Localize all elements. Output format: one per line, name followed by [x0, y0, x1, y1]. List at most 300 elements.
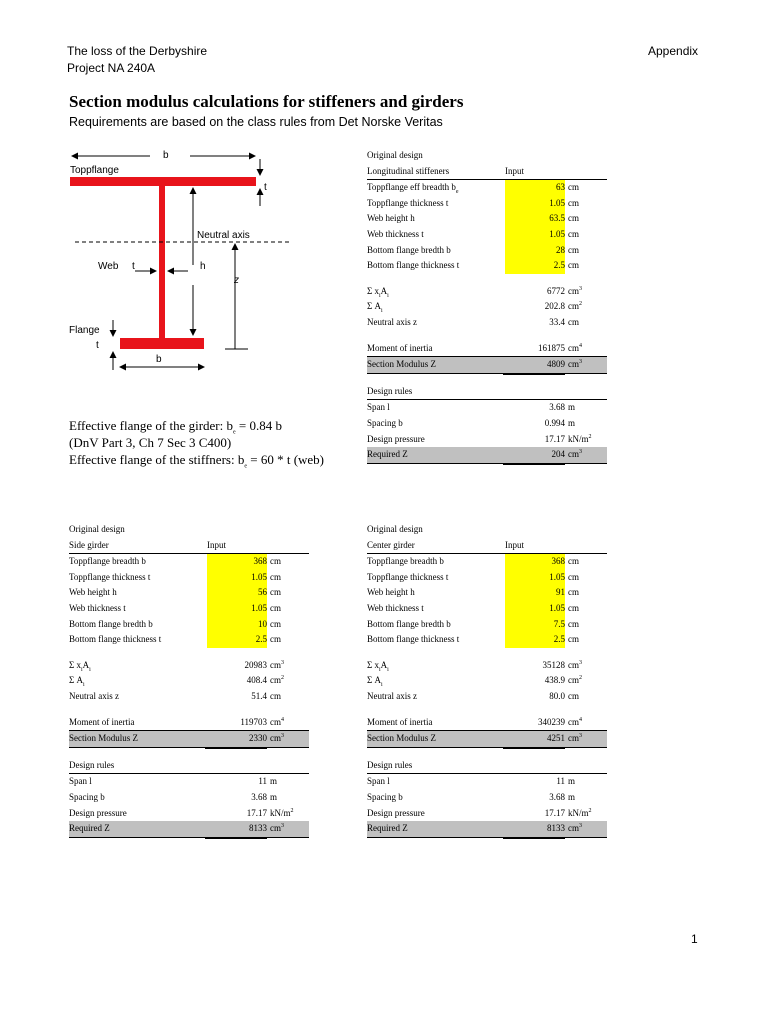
heading-original-design — [367, 522, 607, 538]
input-label-text: Bottom flange thickness t — [69, 634, 162, 645]
unit-sup: 2 — [281, 675, 284, 682]
unit-sup: 3 — [579, 733, 582, 740]
input-unit: cm — [568, 556, 579, 567]
doc-title: The loss of the Derbyshire — [67, 44, 208, 58]
page-subtitle: Requirements are based on the class rules from Det Norske Veritas — [69, 115, 443, 129]
unit-text: cm — [568, 285, 579, 296]
spacer — [69, 705, 309, 715]
spacing-label: Spacing b — [367, 417, 403, 428]
sum-a-label — [367, 673, 383, 689]
a-sub: i — [83, 682, 85, 689]
unit-sup: 4 — [579, 716, 582, 723]
unit-sup: 2 — [579, 675, 582, 682]
stiffeners-table — [367, 148, 607, 464]
section-modulus-row — [367, 357, 607, 374]
sum-a-row — [367, 299, 607, 315]
spacer — [69, 648, 309, 658]
design-pressure-unit — [568, 432, 592, 448]
input-row — [69, 585, 309, 601]
input-unit: cm — [568, 260, 579, 271]
spacing-row — [367, 416, 607, 432]
sigma: Σ — [367, 285, 373, 296]
unit-text: kN/m — [270, 807, 291, 818]
sum-xa-label — [367, 658, 389, 674]
design-pressure-label: Design pressure — [367, 433, 425, 444]
unit-text: cm — [568, 823, 579, 834]
input-value: 10 — [207, 617, 267, 633]
required-z-value: 8133 — [205, 821, 267, 839]
input-label — [367, 243, 451, 259]
unit-text: cm — [568, 301, 579, 312]
input-label-text: Web height h — [69, 587, 117, 598]
center-girder-table — [367, 522, 607, 838]
spacing-unit: m — [568, 791, 576, 802]
x-symbol: x — [76, 659, 81, 670]
span-value: 3.68 — [549, 402, 565, 413]
moment-label: Moment of inertia — [69, 716, 135, 727]
label-neutral-axis: Neutral axis — [197, 230, 250, 241]
input-row — [69, 617, 309, 633]
unit-text: cm — [270, 675, 281, 686]
spacer — [367, 648, 607, 658]
required-z-unit — [568, 447, 582, 463]
span-unit: m — [568, 776, 576, 787]
spacing-value: 0.994 — [544, 417, 565, 428]
spacing-value: 3.68 — [251, 791, 267, 802]
input-value: 91 — [505, 585, 565, 601]
neutral-axis-row — [367, 315, 607, 331]
design-pressure-label: Design pressure — [367, 807, 425, 818]
neutral-axis-value: 33.4 — [549, 316, 565, 327]
input-row — [367, 227, 607, 243]
input-unit: cm — [568, 587, 579, 598]
moment-row — [367, 715, 607, 732]
span-value: 11 — [556, 776, 565, 787]
input-label-text: Web height h — [367, 587, 415, 598]
required-z-value: 204 — [503, 447, 565, 465]
a-symbol: A — [380, 285, 388, 296]
a-symbol: A — [76, 675, 83, 686]
sum-a-unit — [568, 299, 582, 315]
label-b-bottom: b — [156, 354, 162, 365]
sum-xa-row — [367, 284, 607, 300]
input-unit: cm — [270, 618, 281, 629]
input-column-header: Input — [505, 539, 524, 550]
input-row — [367, 243, 607, 259]
spacer — [367, 705, 607, 715]
span-label: Span l — [367, 776, 390, 787]
input-label-text: Toppflange thickness t — [367, 197, 449, 208]
table-heading: Side girder — [69, 539, 109, 550]
input-label-text: Web thickness t — [367, 228, 424, 239]
required-z-label: Required Z — [367, 823, 408, 834]
input-value: 7.5 — [505, 617, 565, 633]
span-value: 11 — [258, 776, 267, 787]
unit-text: cm — [568, 675, 579, 686]
input-label — [69, 617, 153, 633]
input-label — [367, 180, 459, 196]
bottom-flange-shape — [120, 338, 204, 349]
input-label — [69, 585, 117, 601]
sum-xa-value: 20983 — [244, 659, 267, 670]
span-row — [367, 400, 607, 416]
unit-sup: 3 — [579, 359, 582, 366]
a-sub: i — [381, 682, 383, 689]
a-symbol: A — [374, 675, 381, 686]
unit-sup: 2 — [588, 807, 592, 814]
input-row — [69, 601, 309, 617]
unit-text: cm — [270, 823, 281, 834]
sum-xa-row — [69, 658, 309, 674]
input-value: 368 — [505, 554, 565, 570]
label-t-bottom: t — [96, 340, 99, 351]
x-sub: i — [379, 666, 381, 673]
spacer — [367, 748, 607, 758]
moment-value: 161875 — [538, 342, 565, 353]
input-label — [69, 570, 150, 586]
input-label-text: Web thickness t — [69, 602, 126, 613]
label-web: Web — [98, 261, 119, 272]
unit-text: cm — [270, 733, 281, 744]
section-modulus-label: Section Modulus Z — [69, 733, 138, 744]
moment-row — [367, 341, 607, 358]
input-label — [367, 227, 424, 243]
input-label — [367, 585, 415, 601]
note-girder: Effective flange of the girder: $b_e = 0.84$ b — [69, 418, 283, 436]
sigma: Σ — [69, 675, 75, 686]
page-number: 1 — [691, 932, 698, 946]
section-label: Appendix — [648, 44, 699, 58]
heading-row — [367, 538, 607, 555]
moment-label: Moment of inertia — [367, 716, 433, 727]
spacing-row — [69, 790, 309, 806]
label-z: z — [234, 275, 239, 286]
section-modulus-row — [367, 731, 607, 748]
unit-text: cm — [568, 359, 579, 370]
required-z-label: Required Z — [69, 823, 110, 834]
required-z-value: 8133 — [503, 821, 565, 839]
design-rules-label: Design rules — [69, 759, 115, 770]
input-unit: cm — [270, 571, 281, 582]
label-h: h — [200, 261, 206, 272]
input-unit: cm — [270, 602, 281, 613]
input-label — [367, 554, 444, 570]
design-pressure-row — [367, 432, 607, 448]
input-label-text: Toppflange breadth b — [367, 556, 444, 567]
heading-row — [69, 538, 309, 555]
span-row — [367, 774, 607, 790]
unit-sup: 3 — [281, 733, 284, 740]
sum-xa-unit — [270, 658, 284, 674]
moment-unit — [568, 715, 582, 731]
input-value: 1.05 — [505, 227, 565, 243]
input-unit: cm — [568, 197, 579, 208]
neutral-axis-unit: cm — [568, 316, 579, 327]
sum-a-unit — [568, 673, 582, 689]
input-column-header: Input — [207, 539, 226, 550]
input-row — [69, 570, 309, 586]
section-modulus-label: Section Modulus Z — [367, 733, 436, 744]
sum-xa-label — [367, 284, 389, 300]
sum-a-label — [367, 299, 383, 315]
spacing-unit: m — [270, 791, 278, 802]
unit-sup: 3 — [281, 659, 284, 666]
input-value: 63.5 — [505, 211, 565, 227]
top-flange-shape — [70, 177, 256, 186]
input-label-text: Bottom flange bredth b — [367, 618, 451, 629]
sum-xa-value: 35128 — [542, 659, 565, 670]
moment-label: Moment of inertia — [367, 342, 433, 353]
effective-flange-notes — [69, 417, 324, 468]
moment-unit — [270, 715, 284, 731]
input-row — [367, 211, 607, 227]
input-row — [367, 180, 607, 196]
unit-text: kN/m — [568, 807, 589, 818]
moment-row — [69, 715, 309, 732]
unit-text: cm — [568, 733, 579, 744]
section-modulus-value: 2330 — [205, 731, 267, 749]
span-label: Span l — [367, 402, 390, 413]
design-pressure-value: 17.17 — [544, 433, 565, 444]
input-value: 368 — [207, 554, 267, 570]
input-unit: cm — [568, 602, 579, 613]
x-sub: i — [81, 666, 83, 673]
a-sub: i — [387, 292, 389, 299]
design-rules-heading — [367, 758, 607, 775]
table-heading: Longitudinal stiffeners — [367, 165, 450, 176]
spacing-unit: m — [568, 417, 576, 428]
ibeam-drawing — [60, 145, 360, 375]
input-unit: cm — [270, 634, 281, 645]
sum-xa-value: 6772 — [547, 285, 565, 296]
input-row — [367, 632, 607, 648]
sum-xa-unit — [568, 658, 582, 674]
span-label: Span l — [69, 776, 92, 787]
sum-a-row — [69, 673, 309, 689]
a-sub: i — [381, 308, 383, 315]
heading-label: Original design — [367, 524, 423, 534]
input-label — [367, 258, 459, 274]
unit-sup: 3 — [579, 449, 582, 456]
sigma: Σ — [367, 301, 373, 312]
unit-sup: 4 — [281, 716, 284, 723]
sum-a-value: 438.9 — [544, 675, 565, 686]
unit-sup: 3 — [579, 285, 582, 292]
input-unit: cm — [568, 571, 579, 582]
sum-xa-unit — [568, 284, 582, 300]
section-modulus-unit — [270, 731, 284, 747]
input-label — [69, 554, 146, 570]
input-label-text: Toppflange breadth b — [69, 556, 146, 567]
design-rules-label: Design rules — [367, 385, 413, 396]
input-label-sub: e — [455, 188, 459, 195]
label-flange: Flange — [69, 325, 100, 336]
spacer — [367, 274, 607, 284]
neutral-axis-label: Neutral axis z — [367, 690, 417, 701]
heading-label: Original design — [367, 150, 423, 160]
note-reference: (DnV Part 3, Ch 7 Sec 3 C400) — [69, 435, 232, 450]
required-z-row — [69, 821, 309, 838]
design-pressure-label: Design pressure — [69, 807, 127, 818]
input-row — [367, 617, 607, 633]
label-toppflange: Toppflange — [70, 165, 119, 176]
span-row — [69, 774, 309, 790]
spacer — [367, 331, 607, 341]
input-unit: cm — [568, 618, 579, 629]
input-value: 28 — [505, 243, 565, 259]
sigma: Σ — [69, 659, 75, 670]
spacing-row — [367, 790, 607, 806]
spacer — [69, 748, 309, 758]
input-row — [367, 258, 607, 274]
required-z-label: Required Z — [367, 449, 408, 460]
unit-text: cm — [568, 342, 579, 353]
unit-sup: 2 — [290, 807, 294, 814]
moment-value: 340239 — [538, 716, 565, 727]
input-column-header: Input — [505, 165, 524, 176]
input-label-text: Bottom flange thickness t — [367, 634, 460, 645]
section-modulus-row — [69, 731, 309, 748]
unit-text: cm — [568, 716, 579, 727]
unit-text: cm — [270, 716, 281, 727]
input-row — [367, 601, 607, 617]
unit-sup: 2 — [579, 301, 582, 308]
input-unit: cm — [568, 213, 579, 224]
unit-text: cm — [568, 659, 579, 670]
page-title: Section modulus calculations for stiffeners and girders — [69, 92, 464, 111]
input-unit: cm — [270, 556, 281, 567]
sum-a-value: 408.4 — [246, 675, 267, 686]
label-t-web: t — [132, 261, 135, 272]
input-row — [367, 196, 607, 212]
heading-original-design — [367, 148, 607, 164]
input-value: 2.5 — [505, 632, 565, 648]
required-z-unit — [270, 821, 284, 837]
neutral-axis-value: 51.4 — [251, 690, 267, 701]
input-row — [367, 554, 607, 570]
neutral-axis-unit: cm — [270, 690, 281, 701]
x-sub: i — [379, 292, 381, 299]
side-girder-table — [69, 522, 309, 838]
label-t-top: t — [264, 182, 267, 193]
project-code: Project NA 240A — [67, 61, 156, 75]
required-z-row — [367, 447, 607, 464]
web-shape — [159, 186, 165, 338]
moment-unit — [568, 341, 582, 357]
input-label — [367, 601, 424, 617]
section-modulus-value: 4251 — [503, 731, 565, 749]
x-symbol: x — [374, 659, 379, 670]
input-unit: cm — [568, 634, 579, 645]
unit-sup: 3 — [281, 823, 284, 830]
input-unit: cm — [568, 244, 579, 255]
heading-label: Original design — [69, 524, 125, 534]
sum-a-row — [367, 673, 607, 689]
input-label-text: Bottom flange bredth b — [367, 244, 451, 255]
unit-text: kN/m — [568, 433, 589, 444]
design-pressure-row — [69, 806, 309, 822]
a-sub: i — [387, 666, 389, 673]
input-value: 2.5 — [505, 258, 565, 274]
ibeam-diagram — [60, 145, 360, 375]
unit-sup: 2 — [588, 433, 592, 440]
input-label — [367, 570, 448, 586]
input-label-text: Bottom flange bredth b — [69, 618, 153, 629]
table-heading: Center girder — [367, 539, 415, 550]
sum-xa-row — [367, 658, 607, 674]
spacer — [367, 374, 607, 384]
sigma: Σ — [367, 659, 373, 670]
neutral-axis-unit: cm — [568, 690, 579, 701]
input-label — [367, 617, 451, 633]
input-value: 1.05 — [505, 601, 565, 617]
a-symbol: A — [380, 659, 388, 670]
x-symbol: x — [374, 285, 379, 296]
design-pressure-unit — [568, 806, 592, 822]
unit-sup: 3 — [579, 823, 582, 830]
section-modulus-unit — [568, 731, 582, 747]
input-label-text: Web thickness t — [367, 602, 424, 613]
spacing-label: Spacing b — [69, 791, 105, 802]
input-row — [69, 554, 309, 570]
input-value: 56 — [207, 585, 267, 601]
unit-sup: 3 — [579, 659, 582, 666]
input-unit: cm — [270, 587, 281, 598]
design-pressure-value: 17.17 — [544, 807, 565, 818]
a-symbol: A — [82, 659, 90, 670]
input-value: 63 — [505, 180, 565, 196]
input-label — [367, 632, 459, 648]
input-label — [367, 211, 415, 227]
required-z-row — [367, 821, 607, 838]
required-z-unit — [568, 821, 582, 837]
a-symbol: A — [374, 301, 381, 312]
heading-original-design — [69, 522, 309, 538]
input-label-text: Toppflange thickness t — [69, 571, 151, 582]
sum-xa-label — [69, 658, 91, 674]
note-stiffeners: Effective flange of the stiffners: $b_e = 60 * t$ (web) — [69, 452, 325, 470]
heading-row — [367, 164, 607, 181]
input-label — [69, 632, 161, 648]
input-value: 1.05 — [207, 570, 267, 586]
sum-a-label — [69, 673, 85, 689]
sigma: Σ — [367, 675, 373, 686]
input-label-text: Toppflange eff breadth b — [367, 182, 456, 193]
design-pressure-unit — [270, 806, 294, 822]
input-row — [367, 570, 607, 586]
label-b-top: b — [163, 150, 169, 161]
input-row — [367, 585, 607, 601]
section-modulus-unit — [568, 357, 582, 373]
span-unit: m — [270, 776, 278, 787]
span-unit: m — [568, 402, 576, 413]
section-modulus-value: 4809 — [503, 357, 565, 375]
input-unit: cm — [568, 228, 579, 239]
sum-a-value: 202.8 — [544, 301, 565, 312]
neutral-axis-row — [69, 689, 309, 705]
unit-text: cm — [270, 659, 281, 670]
unit-text: cm — [568, 449, 579, 460]
input-label-text: Bottom flange thickness t — [367, 260, 460, 271]
neutral-axis-row — [367, 689, 607, 705]
input-row — [69, 632, 309, 648]
input-value: 2.5 — [207, 632, 267, 648]
spacing-label: Spacing b — [367, 791, 403, 802]
input-value: 1.05 — [505, 570, 565, 586]
design-rules-heading — [69, 758, 309, 775]
neutral-axis-label: Neutral axis z — [367, 316, 417, 327]
unit-sup: 4 — [579, 342, 582, 349]
